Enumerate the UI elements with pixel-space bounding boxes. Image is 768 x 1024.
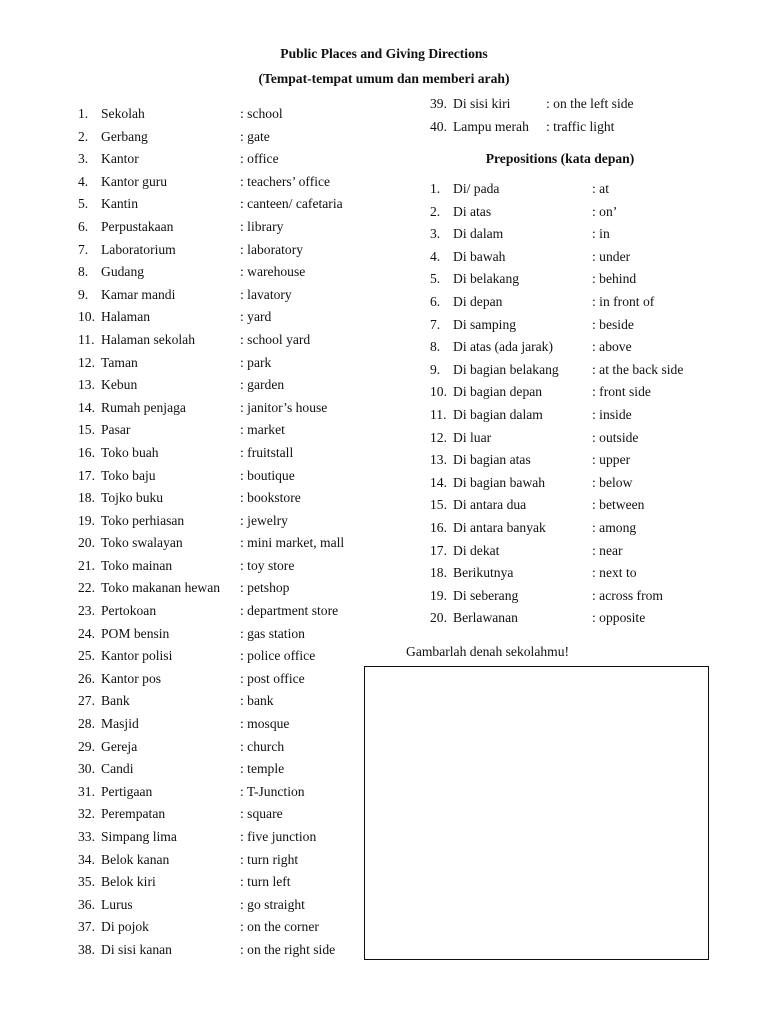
- english-term: : traffic light: [546, 118, 615, 134]
- english-term: : library: [240, 218, 284, 234]
- preposition-row: [430, 472, 730, 495]
- item-number: 22.: [78, 580, 95, 596]
- place-row: [78, 623, 378, 646]
- place-row: [78, 284, 378, 307]
- place-row: [430, 116, 730, 139]
- english-term: : mosque: [240, 716, 290, 732]
- indonesian-term: Berlawanan: [453, 610, 518, 626]
- item-number: 12.: [78, 354, 95, 370]
- english-term: : mini market, mall: [240, 535, 345, 551]
- english-term: : square: [240, 806, 283, 822]
- item-number: 12.: [430, 429, 447, 445]
- english-term: : teachers’ office: [240, 173, 331, 189]
- place-row: [78, 826, 378, 849]
- place-row: [78, 510, 378, 533]
- place-row: [78, 419, 378, 442]
- preposition-row: [430, 336, 730, 359]
- item-number: 8.: [78, 264, 89, 280]
- english-term: : below: [592, 474, 633, 490]
- indonesian-term: Toko makanan hewan: [101, 580, 221, 596]
- item-number: 1.: [430, 181, 441, 196]
- english-term: : on the right side: [240, 941, 336, 957]
- item-number: 15.: [430, 497, 447, 513]
- english-term: : front side: [592, 384, 651, 400]
- indonesian-term: Di sisi kiri: [453, 96, 511, 111]
- item-number: 34.: [78, 851, 95, 867]
- place-row: [430, 93, 730, 116]
- indonesian-term: Di samping: [453, 316, 517, 332]
- english-term: : fruitstall: [240, 444, 294, 460]
- indonesian-term: POM bensin: [101, 625, 170, 641]
- indonesian-term: Di belakang: [453, 271, 520, 287]
- indonesian-term: Di antara dua: [453, 497, 527, 513]
- indonesian-term: Kebun: [101, 377, 138, 393]
- indonesian-term: Belok kiri: [101, 874, 156, 890]
- english-term: : above: [592, 339, 632, 355]
- item-number: 17.: [78, 467, 95, 483]
- indonesian-term: Di sisi kanan: [101, 941, 172, 957]
- english-term: : park: [240, 354, 272, 370]
- indonesian-term: Di bagian bawah: [453, 474, 546, 490]
- english-term: : in front of: [592, 293, 655, 309]
- indonesian-term: Di seberang: [453, 587, 519, 603]
- preposition-row: [430, 381, 730, 404]
- item-number: 5.: [430, 271, 441, 287]
- item-number: 2.: [78, 128, 89, 144]
- place-row: [78, 555, 378, 578]
- item-number: 19.: [430, 587, 447, 603]
- preposition-row: [430, 201, 730, 224]
- item-number: 19.: [78, 512, 95, 528]
- indonesian-term: Di bagian atas: [453, 452, 531, 468]
- english-term: : janitor’s house: [240, 399, 328, 415]
- english-term: : petshop: [240, 580, 290, 596]
- item-number: 13.: [78, 377, 95, 393]
- places-list-left: [78, 103, 378, 962]
- place-row: [78, 803, 378, 826]
- english-term: : temple: [240, 761, 285, 777]
- item-number: 35.: [78, 874, 95, 890]
- english-term: : upper: [592, 452, 631, 468]
- item-number: 15.: [78, 422, 95, 438]
- item-number: 36.: [78, 896, 95, 912]
- indonesian-term: Kamar mandi: [101, 286, 176, 302]
- place-row: [78, 126, 378, 149]
- english-term: : bank: [240, 693, 274, 709]
- item-number: 10.: [78, 309, 95, 325]
- indonesian-term: Berikutnya: [453, 565, 514, 581]
- place-row: [78, 894, 378, 917]
- english-term: : turn left: [240, 874, 291, 890]
- preposition-row: [430, 427, 730, 450]
- place-row: [78, 758, 378, 781]
- english-term: : under: [592, 248, 631, 264]
- indonesian-term: Di dekat: [453, 542, 500, 558]
- item-number: 25.: [78, 648, 95, 664]
- indonesian-term: Kantor: [101, 151, 139, 167]
- item-number: 4.: [78, 173, 89, 189]
- indonesian-term: Toko swalayan: [101, 535, 183, 551]
- indonesian-term: Pasar: [101, 422, 131, 438]
- item-number: 2.: [430, 203, 441, 219]
- preposition-row: [430, 585, 730, 608]
- indonesian-term: Di/ pada: [453, 181, 500, 196]
- item-number: 14.: [430, 474, 447, 490]
- indonesian-term: Perpustakaan: [101, 218, 174, 234]
- item-number: 1.: [78, 106, 89, 121]
- indonesian-term: Toko buah: [101, 444, 159, 460]
- item-number: 9.: [430, 361, 441, 377]
- english-term: : gas station: [240, 625, 305, 641]
- item-number: 30.: [78, 761, 95, 777]
- place-row: [78, 781, 378, 804]
- english-term: : on the left side: [546, 96, 634, 111]
- indonesian-term: Di bagian belakang: [453, 361, 559, 377]
- item-number: 20.: [78, 535, 95, 551]
- indonesian-term: Toko mainan: [101, 557, 173, 573]
- place-row: [78, 532, 378, 555]
- drawing-box[interactable]: [364, 666, 709, 960]
- english-term: : warehouse: [240, 264, 306, 280]
- item-number: 28.: [78, 716, 95, 732]
- indonesian-term: Candi: [101, 761, 134, 777]
- preposition-row: [430, 291, 730, 314]
- item-number: 6.: [430, 293, 441, 309]
- item-number: 32.: [78, 806, 95, 822]
- item-number: 6.: [78, 218, 89, 234]
- item-number: 10.: [430, 384, 447, 400]
- indonesian-term: Simpang lima: [101, 829, 177, 844]
- indonesian-term: Halaman sekolah: [101, 331, 195, 347]
- place-row: [78, 487, 378, 510]
- prepositions-list: [430, 178, 730, 630]
- indonesian-term: Di atas (ada jarak): [453, 339, 554, 355]
- item-number: 39.: [430, 96, 447, 111]
- indonesian-term: Masjid: [101, 716, 139, 732]
- preposition-row: [430, 359, 730, 382]
- english-term: : office: [240, 151, 279, 167]
- indonesian-term: Sekolah: [101, 106, 145, 121]
- english-term: : at: [592, 181, 609, 196]
- page-subtitle: (Tempat-tempat umum dan memberi arah): [258, 71, 510, 86]
- place-row: [78, 713, 378, 736]
- indonesian-term: Di bagian dalam: [453, 406, 543, 422]
- item-number: 3.: [430, 226, 441, 242]
- indonesian-term: Lurus: [101, 896, 133, 912]
- item-number: 23.: [78, 603, 95, 619]
- item-number: 20.: [430, 610, 447, 626]
- preposition-row: [430, 562, 730, 585]
- english-term: : near: [592, 542, 623, 558]
- item-number: 5.: [78, 196, 89, 212]
- english-term: : at the back side: [592, 361, 684, 377]
- place-row: [78, 148, 378, 171]
- english-term: : garden: [240, 377, 285, 393]
- item-number: 3.: [78, 151, 89, 167]
- english-term: : jewelry: [240, 512, 288, 528]
- item-number: 37.: [78, 919, 95, 935]
- indonesian-term: Rumah penjaga: [101, 399, 186, 415]
- place-row: [78, 465, 378, 488]
- indonesian-term: Di depan: [453, 293, 503, 309]
- english-term: : on the corner: [240, 919, 319, 935]
- item-number: 8.: [430, 339, 441, 355]
- english-term: : gate: [240, 128, 270, 144]
- indonesian-term: Toko perhiasan: [101, 512, 185, 528]
- item-number: 33.: [78, 829, 95, 844]
- english-term: : T-Junction: [240, 783, 305, 799]
- place-row: [78, 690, 378, 713]
- english-term: : boutique: [240, 467, 295, 483]
- english-term: : in: [592, 226, 610, 242]
- indonesian-term: Bank: [101, 693, 130, 709]
- english-term: : school: [240, 106, 283, 121]
- preposition-row: [430, 517, 730, 540]
- preposition-row: [430, 178, 730, 201]
- preposition-row: [430, 540, 730, 563]
- indonesian-term: Pertigaan: [101, 783, 153, 799]
- indonesian-term: Di antara banyak: [453, 519, 546, 535]
- place-row: [78, 193, 378, 216]
- english-term: : across from: [592, 587, 663, 603]
- indonesian-term: Gerbang: [101, 128, 148, 144]
- english-term: : between: [592, 497, 645, 513]
- indonesian-term: Belok kanan: [101, 851, 170, 867]
- place-row: [78, 668, 378, 691]
- indonesian-term: Kantor polisi: [101, 648, 173, 664]
- preposition-row: [430, 449, 730, 472]
- place-row: [78, 645, 378, 668]
- place-row: [78, 306, 378, 329]
- english-term: : yard: [240, 309, 272, 325]
- place-row: [78, 916, 378, 939]
- indonesian-term: Kantor guru: [101, 173, 168, 189]
- item-number: 31.: [78, 783, 95, 799]
- prepositions-heading: Prepositions (kata depan): [485, 151, 635, 166]
- indonesian-term: Laboratorium: [101, 241, 176, 257]
- indonesian-term: Pertokoan: [101, 603, 157, 619]
- place-row: [78, 103, 378, 126]
- item-number: 14.: [78, 399, 95, 415]
- english-term: : police office: [240, 648, 316, 664]
- place-row: [78, 374, 378, 397]
- place-row: [78, 871, 378, 894]
- english-term: : opposite: [592, 610, 646, 626]
- indonesian-term: Gudang: [101, 264, 145, 280]
- places-list-right: [430, 93, 730, 138]
- english-term: : next to: [592, 565, 637, 581]
- english-term: : laboratory: [240, 241, 304, 257]
- indonesian-term: Di dalam: [453, 226, 504, 242]
- indonesian-term: Gereja: [101, 738, 138, 754]
- item-number: 18.: [78, 490, 95, 506]
- place-row: [78, 171, 378, 194]
- indonesian-term: Di atas: [453, 203, 492, 219]
- place-row: [78, 216, 378, 239]
- english-term: : market: [240, 422, 285, 438]
- item-number: 13.: [430, 452, 447, 468]
- item-number: 17.: [430, 542, 447, 558]
- item-number: 24.: [78, 625, 95, 641]
- english-term: : school yard: [240, 331, 311, 347]
- place-row: [78, 397, 378, 420]
- indonesian-term: Halaman: [101, 309, 151, 325]
- indonesian-term: Di bawah: [453, 248, 506, 264]
- indonesian-term: Perempatan: [101, 806, 166, 822]
- indonesian-term: Taman: [101, 354, 138, 370]
- indonesian-term: Lampu merah: [453, 118, 529, 134]
- preposition-row: [430, 607, 730, 630]
- english-term: : outside: [592, 429, 639, 445]
- place-row: [78, 352, 378, 375]
- item-number: 38.: [78, 941, 95, 957]
- item-number: 21.: [78, 557, 95, 573]
- indonesian-term: Toko baju: [101, 467, 156, 483]
- place-row: [78, 577, 378, 600]
- english-term: : toy store: [240, 557, 295, 573]
- item-number: 7.: [430, 316, 441, 332]
- english-term: : turn right: [240, 851, 299, 867]
- place-row: [78, 600, 378, 623]
- preposition-row: [430, 314, 730, 337]
- item-number: 29.: [78, 738, 95, 754]
- item-number: 11.: [430, 406, 447, 422]
- place-row: [78, 329, 378, 352]
- item-number: 16.: [430, 519, 447, 535]
- indonesian-term: Kantin: [101, 196, 138, 212]
- indonesian-term: Kantor pos: [101, 670, 162, 686]
- item-number: 40.: [430, 118, 447, 134]
- place-row: [78, 939, 378, 962]
- item-number: 11.: [78, 331, 95, 347]
- item-number: 9.: [78, 286, 89, 302]
- indonesian-term: Tojko buku: [101, 490, 164, 506]
- english-term: : canteen/ cafetaria: [240, 196, 343, 212]
- place-row: [78, 849, 378, 872]
- item-number: 27.: [78, 693, 95, 709]
- preposition-row: [430, 404, 730, 427]
- indonesian-term: Di pojok: [101, 919, 149, 935]
- english-term: : post office: [240, 670, 305, 686]
- item-number: 4.: [430, 248, 441, 264]
- page-title: Public Places and Giving Directions: [280, 46, 488, 61]
- english-term: : among: [592, 519, 637, 535]
- item-number: 7.: [78, 241, 89, 257]
- place-row: [78, 442, 378, 465]
- english-term: : on’: [592, 203, 618, 219]
- preposition-row: [430, 223, 730, 246]
- preposition-row: [430, 268, 730, 291]
- preposition-row: [430, 246, 730, 269]
- place-row: [78, 261, 378, 284]
- indonesian-term: Di bagian depan: [453, 384, 543, 400]
- item-number: 18.: [430, 565, 447, 581]
- english-term: : five junction: [240, 829, 317, 844]
- english-term: : church: [240, 738, 285, 754]
- item-number: 16.: [78, 444, 95, 460]
- english-term: : department store: [240, 603, 339, 619]
- english-term: : bookstore: [240, 490, 301, 506]
- preposition-row: [430, 494, 730, 517]
- draw-prompt: Gambarlah denah sekolahmu!: [406, 644, 570, 659]
- english-term: : inside: [592, 406, 632, 422]
- english-term: : go straight: [240, 896, 305, 912]
- english-term: : behind: [592, 271, 637, 287]
- english-term: : lavatory: [240, 286, 292, 302]
- item-number: 26.: [78, 670, 95, 686]
- indonesian-term: Di luar: [453, 429, 492, 445]
- english-term: : beside: [592, 316, 634, 332]
- place-row: [78, 239, 378, 262]
- place-row: [78, 736, 378, 759]
